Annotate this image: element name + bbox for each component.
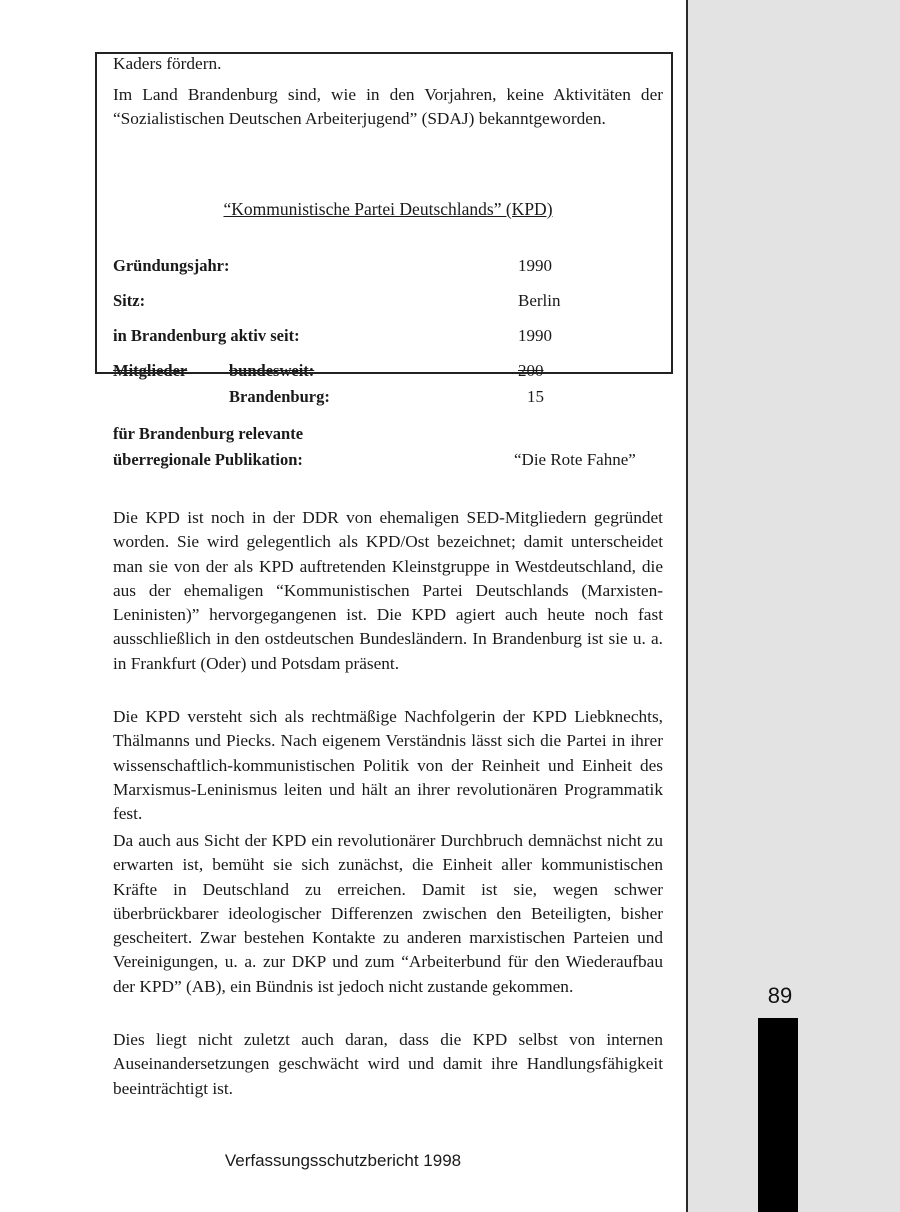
body-paragraph-2: Die KPD versteht sich als rechtmäßige Nachfolgerin der KPD Liebknechts, Thälmanns und Piecks. Nach eigenem Verständnis lässt sich die Partei in ihrer wissenschaftlich-kommunistischen Politik von der Reinheit und Einheit des Marxismus-Leninismus leiten und hält an ihrer revolutionären Programmatik fest. — [113, 707, 663, 824]
active-since-value: 1990 — [518, 326, 552, 345]
publication-label-line1: für Brandenburg relevante — [113, 424, 304, 443]
body-paragraph-1: Die KPD ist noch in der DDR von ehemaligen SED-Mitgliedern gegründet worden. Sie wird gelegentlich als KPD/Ost bezeichnet; damit unterscheidet man sie von der als KPD auftretenden Kleinstgruppe in Westdeutschland, die aus der ehemaligen “Kommunistischen Partei Deutschlands (Marxisten-Leninisten)” hervorgegangenen ist. Die KPD agiert auch heute noch fast ausschließlich in den ostdeutschen Bundesländern. In Brandenburg ist sie u. a. in Frankfurt (Oder) und Potsdam präsent. — [113, 508, 663, 673]
founded-value: 1990 — [518, 256, 552, 275]
page-footer: Verfassungsschutzbericht 1998 — [224, 1151, 462, 1170]
body-paragraph-4: Dies liegt nicht zuletzt auch daran, dass die KPD selbst von internen Auseinandersetzungen geschwächt wird und damit ihre Handlungsfähigkeit beeinträchtigt ist. — [113, 1030, 663, 1098]
founded-label: Gründungsjahr: — [113, 256, 230, 275]
members-brandenburg-label: Brandenburg: — [229, 387, 330, 406]
continued-line: Kaders fördern. — [113, 54, 222, 73]
members-brandenburg-value: 15 — [527, 387, 544, 406]
members-federal-value: 200 — [518, 361, 544, 380]
sdaj-paragraph: Im Land Brandenburg sind, wie in den Vorjahren, keine Aktivitäten der “Sozialistischen Deutschen Arbeiterjugend” (SDAJ) bekanntgeworden. — [113, 85, 663, 129]
publication-label-line2: überregionale Publikation: — [113, 450, 303, 469]
selection-rectangle[interactable] — [95, 52, 673, 374]
page-number: 89 — [767, 983, 793, 1008]
seat-label: Sitz: — [113, 291, 146, 310]
members-federal-label: bundesweit: — [229, 361, 315, 380]
members-label: Mitglieder — [113, 361, 188, 380]
active-since-label: in Brandenburg aktiv seit: — [113, 326, 300, 345]
seat-value: Berlin — [518, 291, 561, 310]
section-heading: “Kommunistische Partei Deutschlands” (KPD) — [223, 199, 553, 219]
body-paragraph-3: Da auch aus Sicht der KPD ein revolutionärer Durchbruch demnächst nicht zu erwarten ist, bemüht sie sich zunächst, die Einheit aller kommunistischen Kräfte in Deutschland zu erreichen. Damit ist sie, wegen schwer überbrückbarer ideologischer Differenzen zwischen den Beteiligten, bisher gescheitert. Zwar bestehen Kontakte zu anderen marxistischen Parteien und Vereinigungen, u. a. zur DKP und zum “Arbeiterbund für den Wiederaufbau der KPD” (AB), ein Bündnis ist jedoch nicht zustande gekommen. — [113, 831, 663, 996]
thumb-index-tab — [758, 1018, 798, 1212]
publication-value: “Die Rote Fahne” — [514, 450, 636, 469]
